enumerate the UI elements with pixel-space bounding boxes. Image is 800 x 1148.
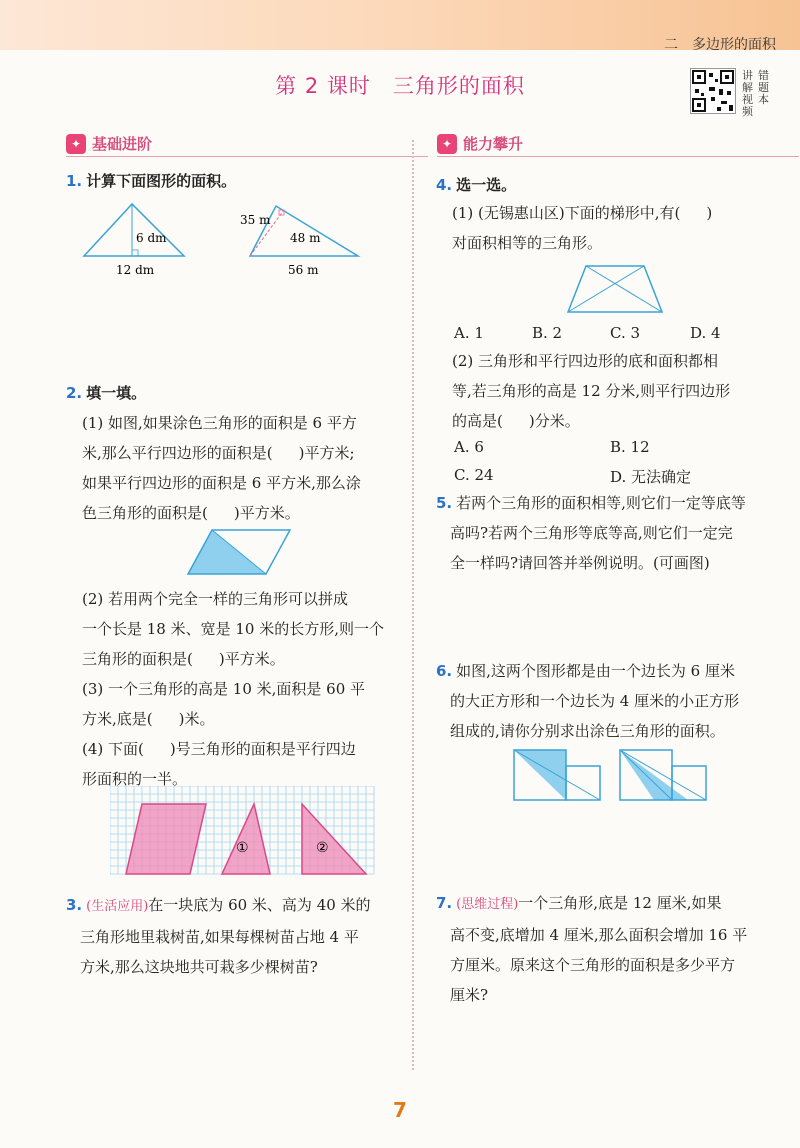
q2-p1-line4 — [82, 498, 404, 528]
qr-code[interactable] — [690, 68, 736, 114]
q1-number: 1. — [66, 172, 83, 190]
runner-icon: ✦ — [66, 134, 86, 154]
q7-line3: 方厘米。原来这个三角形的面积是多少平方 — [450, 956, 736, 974]
q4-opt2-a[interactable]: A. 6 — [454, 438, 484, 456]
q2-part2 — [82, 584, 404, 794]
q2-title: 填一填。 — [86, 384, 147, 402]
q2-p2-line1: (2) 若用两个完全一样的三角形可以拼成 — [82, 590, 349, 608]
chapter-title: 二 多边形的面积 — [664, 37, 776, 53]
q4-p1-line1-text: (1) (无锡惠山区)下面的梯形中,有( — [452, 204, 681, 222]
q2-prompt — [66, 378, 396, 408]
q4-p2-line1: (2) 三角形和平行四边形的底和面积都相 — [452, 352, 719, 370]
q5-line1 — [436, 488, 776, 518]
section-advanced-label: 能力攀升 — [463, 135, 524, 153]
q2-p4-line1-text: (4) 下面( — [82, 740, 144, 758]
q6-fig2-line-b — [620, 750, 672, 800]
q1-prompt — [66, 166, 396, 196]
q4-opt1-b[interactable]: B. 2 — [532, 324, 563, 342]
q6-number: 6. — [436, 662, 453, 680]
q2-p1-line2 — [82, 438, 404, 468]
q4-p2-line3 — [452, 406, 774, 436]
q7-prompt — [436, 888, 776, 1010]
q6-figures — [512, 748, 712, 804]
q4-p2-line2: 等,若三角形的高是 12 分米,则平行四边形 — [452, 382, 731, 400]
q2-p1-line1: (1) 如图,如果涂色三角形的面积是 6 平方 — [82, 414, 357, 432]
q4-opt1-c[interactable]: C. 3 — [610, 324, 641, 342]
q6-line3: 组成的,请你分别求出涂色三角形的面积。 — [450, 722, 725, 740]
q2-p3-line2-end: )米。 — [178, 710, 215, 728]
q2-p1-line4-end: )平方米。 — [233, 504, 300, 522]
q2-p1-line4-text: 色三角形的面积是( — [82, 504, 208, 522]
q4-trapezoid — [568, 266, 662, 312]
q4-number: 4. — [436, 176, 453, 194]
q4-part2 — [452, 346, 774, 436]
q1-figures — [78, 198, 378, 280]
q2-p2-line3 — [82, 644, 404, 674]
q1-t2-side-label: 35 m — [240, 213, 271, 227]
q4-opt1-d[interactable]: D. 4 — [690, 324, 721, 342]
q2-p3-line2-text: 方米,底是( — [82, 710, 153, 728]
q5-line2: 高吗?若两个三角形等底等高,则它们一定完 — [450, 524, 733, 542]
q6-fig2-shaded — [620, 750, 688, 800]
q2-part1 — [82, 408, 404, 528]
q6-line1 — [436, 656, 776, 686]
q1-t2-base-label: 56 m — [288, 263, 319, 277]
q7-line1 — [436, 888, 776, 920]
q4-p1-line1-end: ) — [706, 204, 713, 222]
q1-t2-height-label: 48 m — [290, 231, 321, 245]
q2-p3-line1: (3) 一个三角形的高是 10 米,面积是 60 平 — [82, 680, 366, 698]
q6-prompt — [436, 656, 776, 746]
q2-p1-line2-text: 米,那么平行四边形的面积是( — [82, 444, 273, 462]
q2-p1-line3: 如果平行四边形的面积是 6 平方米,那么涂 — [82, 474, 361, 492]
q4-opt1-a[interactable]: A. 1 — [454, 324, 484, 342]
q7-number: 7. — [436, 894, 453, 912]
section-advanced-head — [437, 132, 799, 157]
q4-opt2-d[interactable]: D. 无法确定 — [610, 468, 692, 486]
q2-p3-line2 — [82, 704, 404, 734]
qr-code-icon — [691, 69, 735, 113]
q5-prompt — [436, 488, 776, 578]
q1-t1-height-label: 6 dm — [136, 231, 167, 245]
q6-line2: 的大正方形和一个边长为 4 厘米的小正方形 — [450, 692, 740, 710]
q1-text: 计算下面图形的面积。 — [86, 172, 237, 190]
section-basic-label: 基础进阶 — [92, 135, 153, 153]
q2-p4-line2: 形面积的一半。 — [82, 770, 188, 788]
q6-fig1-shaded — [514, 750, 566, 800]
q2-grid-figure — [110, 786, 376, 876]
q2-number: 2. — [66, 384, 83, 402]
q3-line1-text: 在一块底为 60 米、高为 40 米的 — [148, 896, 371, 914]
q4-title: 选一选。 — [456, 176, 517, 194]
q4-trapezoid-figure — [566, 262, 666, 316]
q6-line1-text: 如图,这两个图形都是由一个边长为 6 厘米 — [456, 662, 735, 680]
section-basic-head — [66, 132, 428, 157]
q4-p1-line2: 对面积相等的三角形。 — [452, 234, 603, 252]
q3-number: 3. — [66, 896, 83, 914]
page-number: 7 — [393, 1098, 407, 1122]
q2-p2-line3-text: 三角形的面积是( — [82, 650, 193, 668]
q2-p4-line1-end: )号三角形的面积是平行四边 — [169, 740, 356, 758]
q4-p2-line3-text: 的高是( — [452, 412, 503, 430]
q5-line3: 全一样吗?请回答并举例说明。(可画图) — [450, 554, 710, 572]
q5-number: 5. — [436, 494, 453, 512]
q2-grid-label-2: ② — [316, 840, 329, 856]
q2-p2-line3-end: )平方米。 — [218, 650, 285, 668]
header-band — [0, 0, 800, 53]
q7-line1-text: 一个三角形,底是 12 厘米,如果 — [518, 894, 722, 912]
climber-icon: ✦ — [437, 134, 457, 154]
q3-tag: (生活应用) — [86, 899, 149, 914]
lesson-title: 第 2 课时 三角形的面积 — [275, 74, 525, 98]
q2-p1-line2-end: )平方米; — [298, 444, 355, 462]
q2-parallelogram-figure — [186, 528, 296, 578]
q4-opt2-b[interactable]: B. 12 — [610, 438, 650, 456]
q4-opt2-c[interactable]: C. 24 — [454, 466, 494, 484]
q1-triangle-1 — [84, 204, 184, 256]
q7-line2: 高不变,底增加 4 厘米,那么面积会增加 16 平 — [450, 926, 748, 944]
q2-p4-line1 — [82, 734, 404, 764]
q3-line2: 三角形地里栽树苗,如果每棵树苗占地 4 平 — [80, 928, 359, 946]
q3-line1 — [66, 890, 402, 922]
q4-prompt — [436, 170, 766, 200]
q1-t1-right-angle — [132, 250, 138, 256]
q3-prompt — [66, 890, 402, 982]
q7-tag: (思维过程) — [456, 897, 519, 912]
q4-diagonal-2 — [586, 266, 662, 312]
q1-t1-base-label: 12 dm — [116, 263, 155, 277]
q4-diagonal-1 — [568, 266, 644, 312]
q4-part1 — [452, 198, 774, 258]
q2-grid-parallelogram — [126, 804, 206, 874]
qr-label-video: 讲解视频 — [742, 69, 753, 118]
q3-line3: 方米,那么这块地共可栽多少棵树苗? — [80, 958, 318, 976]
q5-line1-text: 若两个三角形的面积相等,则它们一定等底等 — [456, 494, 746, 512]
q4-p1-line1 — [452, 198, 774, 228]
q2-grid-label-1: ① — [236, 840, 249, 856]
q2-p2-line2: 一个长是 18 米、宽是 10 米的长方形,则一个 — [82, 620, 385, 638]
column-divider — [412, 140, 414, 1070]
q4-p2-line3-end: )分米。 — [528, 412, 580, 430]
q7-line4: 厘米? — [450, 986, 489, 1004]
qr-label-mistakes: 错题本 — [758, 69, 769, 106]
